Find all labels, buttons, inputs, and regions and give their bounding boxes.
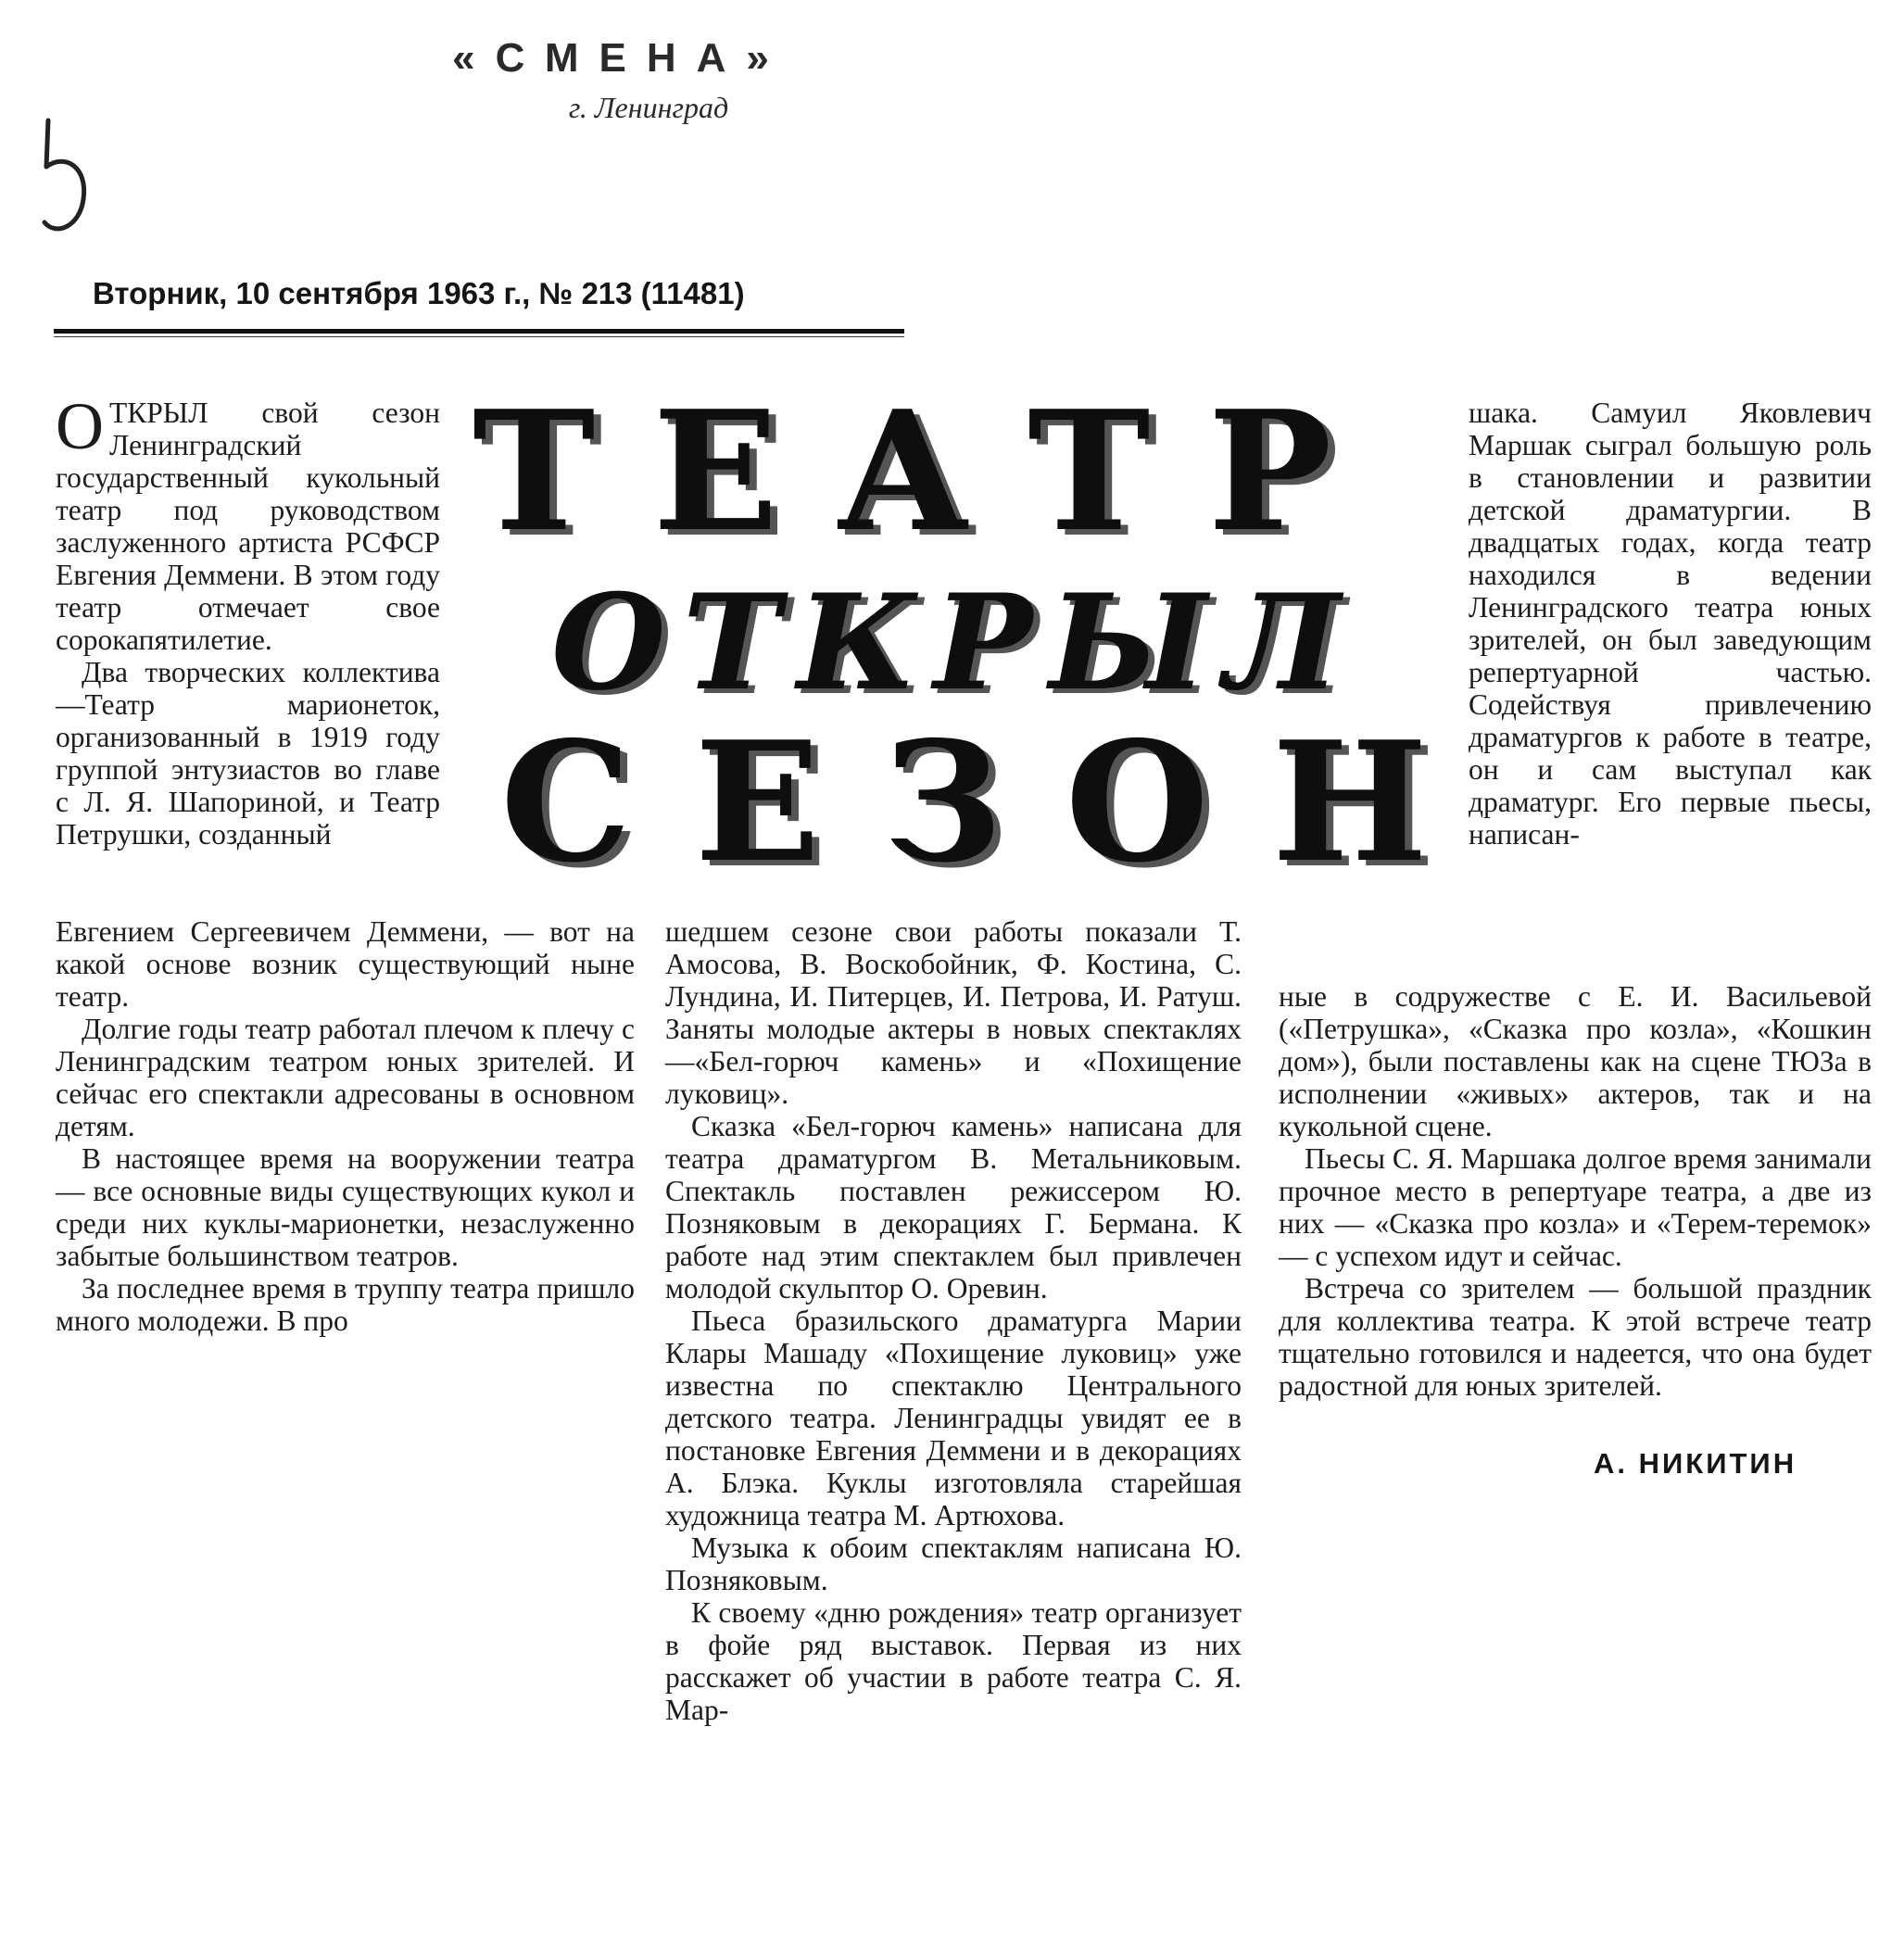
article-paragraph: Долгие годы театр работал плечом к плечу с Ленинградским театром юных зрителей. И сейчас его спектакли адресованы в основном детям. — [56, 1013, 635, 1142]
handwritten-mark — [37, 111, 93, 241]
article-paragraph: В настоящее время на вооружении театра — все основные виды существующих кукол и среди них куклы-марионетки, незаслуженно забытые большинством театров. — [56, 1142, 635, 1272]
article-paragraph — [56, 389, 440, 656]
article-column-a-bottom — [56, 915, 635, 1337]
article-paragraph: К своему «дню рождения» театр организует в фойе ряд выставок. Первая из них расскажет об участии в работе театра С. Я. Мар- — [665, 1596, 1242, 1726]
article-paragraph: шака. Самуил Яковлевич Маршак сыграл большую роль в становлении и развитии детской драматургии. В двадцатых годах, когда театр находился в ведении Ленинградского театра юных зрителей, он был заведующим репертуарной частью. Содействуя привлечению драматургов к работе в театре, он и сам выступал как драматург. Его первые пьесы, написан- — [1469, 397, 1872, 851]
masthead — [389, 35, 852, 125]
dateline: Вторник, 10 сентября 1963 г., № 213 (11481) — [93, 276, 745, 310]
article-paragraph: ные в содружестве с Е. И. Васильевой («Петрушка», «Сказка про козла», «Кошкин дом»), были поставлены как на сцене ТЮЗа в исполнении «живых» актеров, так и на кукольной сцене. — [1279, 980, 1872, 1142]
article-paragraph: шедшем сезоне свои работы показали Т. Амосова, В. Воскобойник, Ф. Костина, С. Лундина, И. Питерцев, И. Петрова, И. Ратуш. Заняты молодые актеры в новых спектаклях—«Бел-горюч камень» и «Похищение луковиц». — [665, 915, 1242, 1110]
article-paragraph: Пьеса бразильского драматурга Марии Клары Машаду «Похищение луковиц» уже известна по спектаклю Центрального детского театра. Ленинградцы увидят ее в постановке Евгения Деммени и в декорациях А. Блэка. Куклы изготовляла старейшая художница театра М. Артюхова. — [665, 1305, 1242, 1531]
author-signature: А. НИКИТИН — [1594, 1447, 1797, 1480]
article-paragraph: Сказка «Бел-горюч камень» написана для театра драматургом В. Метальниковым. Спектакль поставлен режиссером Ю. Позняковым в декорациях Г. Бермана. К работе над этим спектаклем был привлечен молодой скульптор О. Оревин. — [665, 1110, 1242, 1305]
article-paragraph: Евгением Сергеевичем Деммени, — вот на какой основе возник существующий ныне театр. — [56, 915, 635, 1013]
masthead-rule — [54, 329, 904, 334]
article-column-b — [665, 915, 1242, 1726]
paragraph-text: ТКРЫЛ свой сезон Ленинградский государственный кукольный театр под руководством заслуженного артиста РСФСР Евгения Деммени. В этом году театр отмечает свое сорокапятилетие. — [56, 397, 440, 656]
article-paragraph: Пьесы С. Я. Маршака долгое время занимали прочное место в репертуаре театра, а две из них — «Сказка про козла» и «Терем-теремок» — с успехом идут и сейчас. — [1279, 1142, 1872, 1272]
article-column-a-top — [56, 389, 440, 851]
article-paragraph: Встреча со зрителем — большой праздник для коллектива театра. К этой встрече театр тщательно готовился и надеется, что она будет радостной для юных зрителей. — [1279, 1272, 1872, 1402]
newspaper-city: г. Ленинград — [568, 91, 729, 124]
headline-line-1: ТЕАТР — [473, 374, 1390, 568]
article-paragraph: За последнее время в труппу театра пришло много молодежи. В про — [56, 1272, 635, 1337]
headline-line-3: СЕЗОН — [500, 705, 1491, 899]
masthead-rule-thin — [54, 336, 904, 337]
article-paragraph: Два творческих коллектива—Театр марионеток, организованный в 1919 году группой энтузиастов во главе с Л. Я. Шапориной, и Театр Петрушки, созданный — [56, 656, 440, 851]
headline-line-2: ОТКРЫЛ — [551, 566, 1357, 720]
article-column-c — [1279, 980, 1872, 1402]
article-column-c-top — [1469, 397, 1872, 851]
headline — [463, 374, 1491, 899]
article-paragraph: Музыка к обоим спектаклям написана Ю. Позняковым. — [665, 1531, 1242, 1596]
drop-cap: О — [56, 389, 104, 463]
newspaper-name: «СМЕНА» — [452, 35, 789, 81]
